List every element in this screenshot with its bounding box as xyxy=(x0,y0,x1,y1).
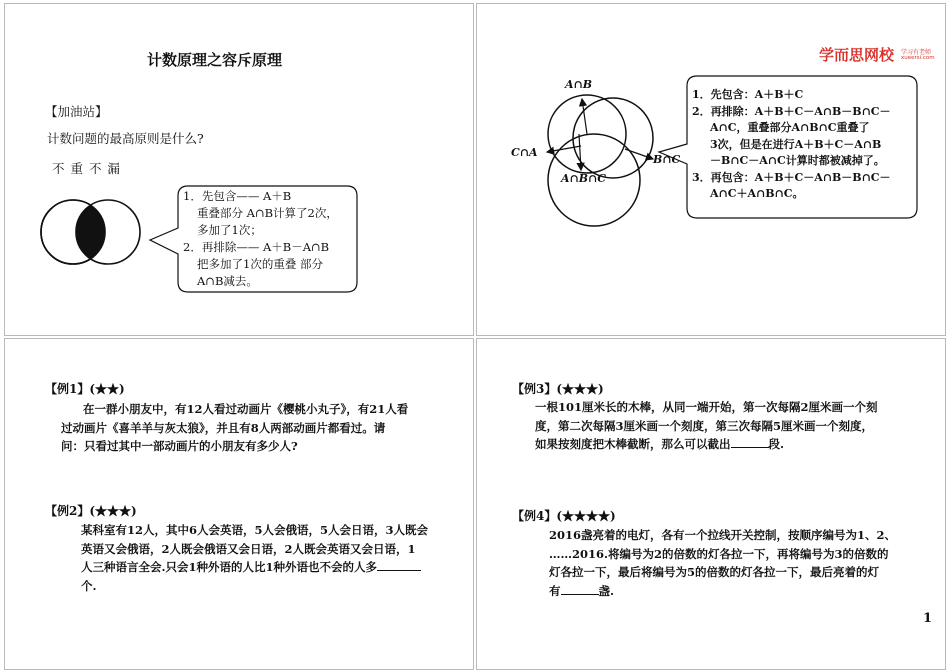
bubble-2-line: 3．再包含：A＋B＋C－A∩B－B∩C－ xyxy=(692,170,891,184)
station-heading: 【加油站】 xyxy=(45,104,108,119)
answer-blank[interactable] xyxy=(731,435,769,448)
bubble-2-text xyxy=(692,87,891,203)
bubble-2-line: 3次，但是在进行A＋B＋C－A∩B xyxy=(710,137,882,151)
example-4-line xyxy=(549,582,941,601)
bubble-1-line: 把多加了1次的重叠 部分 xyxy=(197,257,323,271)
bubble-1-line: A∩B减去。 xyxy=(197,274,258,288)
bubble-1-line: 2．再排除—— A＋B－A∩B xyxy=(183,240,330,254)
label-a-cap-b-cap-c: A∩B∩C xyxy=(561,172,607,185)
answer-blank[interactable] xyxy=(377,558,421,571)
example-4-text: 有 xyxy=(549,583,561,598)
slide-3 xyxy=(4,338,474,670)
bubble-1-line: 重叠部分 A∩B计算了2次， xyxy=(197,206,338,220)
example-3-line xyxy=(535,435,940,454)
arrow-ab xyxy=(582,99,587,134)
logo-tagline: 学习有老师 xyxy=(901,49,932,56)
logo-url: xueersi.com xyxy=(901,55,935,61)
slide-2 xyxy=(476,3,946,336)
example-2-line: 英语又会俄语，2人既会俄语又会日语，2人既会英语又会日语，1 xyxy=(81,541,416,556)
example-1-line: 问：只看过其中一部动画片的小朋友有多少人? xyxy=(61,439,298,453)
example-4-line: 2016盏亮着的电灯，各有一个拉线开关控制，按顺序编号为1、2、 xyxy=(549,528,897,542)
example-3-line: 一根101厘米长的木棒，从同一端开始，第一次每隔2厘米画一个刻 xyxy=(535,400,878,414)
answer-blank[interactable] xyxy=(561,582,599,595)
example-4-body xyxy=(549,526,941,600)
label-b-cap-c: B∩C xyxy=(653,153,681,166)
bubble-2-line: A∩C＋A∩B∩C。 xyxy=(710,187,804,200)
example-4-heading: 【例4】(★★★★) xyxy=(512,509,616,523)
slide-1 xyxy=(4,3,474,336)
bubble-2-line: A∩C，重叠部分A∩B∩C重叠了 xyxy=(710,121,870,134)
bubble-1-text xyxy=(183,188,338,290)
example-2-line: 个. xyxy=(81,578,97,593)
example-1-line: 在一群小朋友中，有12人看过动画片《樱桃小丸子》，有21人看 xyxy=(83,402,409,416)
example-2-line xyxy=(81,558,471,577)
example-4-text: 盏. xyxy=(598,583,615,598)
slide-title: 计数原理之容斥原理 xyxy=(147,51,283,69)
example-3-text: 如果按刻度把木棒截断，那么可以截出 xyxy=(535,437,731,451)
example-1-heading: 【例1】(★★) xyxy=(45,382,125,396)
bubble-2-line: －B∩C－A∩C计算时都被减掉了。 xyxy=(710,154,885,167)
example-1-body xyxy=(61,400,466,456)
slide-4 xyxy=(476,338,946,670)
page-number: 1 xyxy=(923,611,933,626)
example-4-line: 灯各拉一下，最后将编号为5的倍数的灯各拉一下，最后亮着的灯 xyxy=(549,565,879,579)
example-2-line: 某科室有12人，其中6人会英语，5人会俄语，5人会日语，3人既会 xyxy=(81,523,429,537)
bubble-2-line: 1．先包含：A＋B＋C xyxy=(692,88,804,101)
example-2-text: 人三种语言全会.只会1种外语的人比1种外语也不会的人多 xyxy=(81,560,378,574)
label-c-cap-a: C∩A xyxy=(511,146,538,159)
logo-text: 学而思网校 xyxy=(819,46,895,64)
bubble-1-line: 1．先包含—— A＋B xyxy=(183,189,292,203)
bubble-1-line: 多加了1次； xyxy=(197,223,262,237)
example-1-line: 过动画片《喜羊羊与灰太狼》，并且有8人两部动画片都看过。请 xyxy=(61,420,386,435)
example-3-body xyxy=(535,398,940,454)
example-2-heading: 【例2】(★★★) xyxy=(45,504,137,518)
example-3-text: 段. xyxy=(768,437,785,451)
example-3-line: 度，第二次每隔3厘米画一个刻度，第三次每隔5厘米画一个刻度， xyxy=(535,418,873,433)
label-a-cap-b: A∩B xyxy=(565,78,593,91)
arrow-bc xyxy=(625,149,653,159)
example-3-heading: 【例3】(★★★) xyxy=(512,382,604,396)
bubble-2-line: 2．再排除：A＋B＋C－A∩B－B∩C－ xyxy=(692,104,891,118)
answer-text: 不 重 不 漏 xyxy=(52,161,121,176)
arrow-abc xyxy=(579,134,581,170)
question-text: 计数问题的最高原则是什么? xyxy=(47,131,204,146)
example-2-body xyxy=(81,521,471,595)
example-4-line: ……2016.将编号为2的倍数的灯各拉一下，再将编号为3的倍数的 xyxy=(549,546,889,561)
